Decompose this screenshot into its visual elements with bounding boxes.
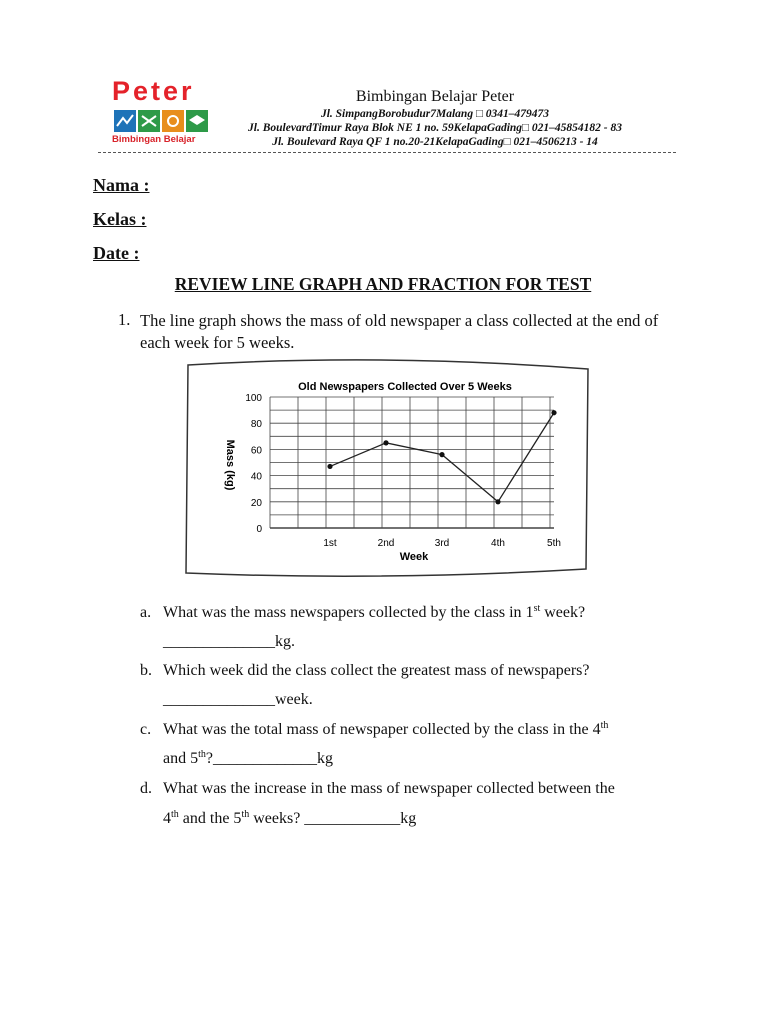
- school-name: Bimbingan Belajar Peter: [355, 88, 515, 105]
- subq-d-answer-line[interactable]: 4th and the 5th weeks? ____________kg: [163, 809, 417, 827]
- subq-a-answer-blank[interactable]: ______________kg.: [163, 633, 295, 650]
- subq-c-answer-line[interactable]: and 5th?_____________kg: [163, 749, 333, 767]
- data-point: [551, 410, 556, 415]
- graph-x-axis-label: Week: [399, 551, 429, 563]
- y-tick-label: 40: [250, 471, 262, 483]
- data-point: [383, 440, 388, 445]
- x-tick-label: 2nd: [377, 538, 395, 549]
- line-graph: [182, 355, 592, 580]
- address-line-2: Jl. BoulevardTimur Raya Blok NE 1 no. 59KelapaGading□ 021–45854182 - 83: [248, 122, 622, 134]
- graph-title: Old Newspapers Collected Over 5 Weeks: [298, 381, 512, 393]
- logo-orange-tile-icon: [162, 110, 184, 132]
- header-divider: [98, 152, 676, 153]
- question-text: The line graph shows the mass of old newspaper a class collected at the end of each week for 5 weeks.: [140, 311, 659, 352]
- logo-green-tile-icon: [138, 110, 160, 132]
- address-line-3: Jl. Boulevard Raya QF 1 no.20-21KelapaGading□ 021–4506213 - 14: [272, 136, 598, 148]
- subq-b-text: Which week did the class collect the greatest mass of newspapers?: [163, 662, 590, 679]
- y-tick-label: 80: [250, 419, 262, 431]
- y-tick-label: 100: [245, 393, 262, 404]
- data-point: [495, 499, 500, 504]
- subq-c-text: What was the total mass of newspaper collected by the class in the 4th: [163, 720, 609, 738]
- question-number: 1.: [118, 310, 131, 329]
- data-point: [327, 464, 332, 469]
- subq-a-text: What was the mass newspapers collected by the class in 1st week?: [163, 603, 586, 621]
- x-tick-label: 4th: [491, 538, 505, 549]
- x-tick-label: 1st: [323, 538, 337, 549]
- kelas-label: Kelas :: [93, 209, 147, 229]
- y-tick-label: 0: [256, 524, 262, 535]
- subq-b-answer-blank[interactable]: ______________week.: [163, 691, 313, 708]
- logo-blue-tile-icon: [114, 110, 136, 132]
- subq-b-letter: b.: [140, 662, 152, 679]
- logo-subtitle: Bimbingan Belajar: [112, 134, 196, 145]
- worksheet-title: REVIEW LINE GRAPH AND FRACTION FOR TEST: [174, 274, 592, 294]
- subq-c-letter: c.: [140, 721, 152, 738]
- company-logo: [110, 76, 210, 146]
- nama-label: Nama :: [93, 175, 150, 195]
- subq-d-letter: d.: [140, 780, 152, 797]
- data-point: [439, 452, 444, 457]
- logo-tiles: [114, 110, 208, 132]
- logo-graduation-tile-icon: [186, 110, 208, 132]
- y-tick-label: 60: [250, 445, 262, 457]
- date-label: Date :: [93, 243, 140, 263]
- subq-a-letter: a.: [140, 604, 152, 621]
- address-line-1: Jl. SimpangBorobudur7Malang □ 0341–479473: [320, 108, 550, 120]
- logo-word: Peter: [112, 76, 195, 106]
- x-tick-label: 5th: [547, 538, 561, 549]
- y-tick-label: 20: [250, 497, 262, 509]
- graph-y-axis-label: Mass (kg): [224, 439, 236, 491]
- subq-d-text: What was the increase in the mass of newspaper collected between the: [163, 780, 615, 797]
- x-tick-label: 3rd: [434, 538, 450, 549]
